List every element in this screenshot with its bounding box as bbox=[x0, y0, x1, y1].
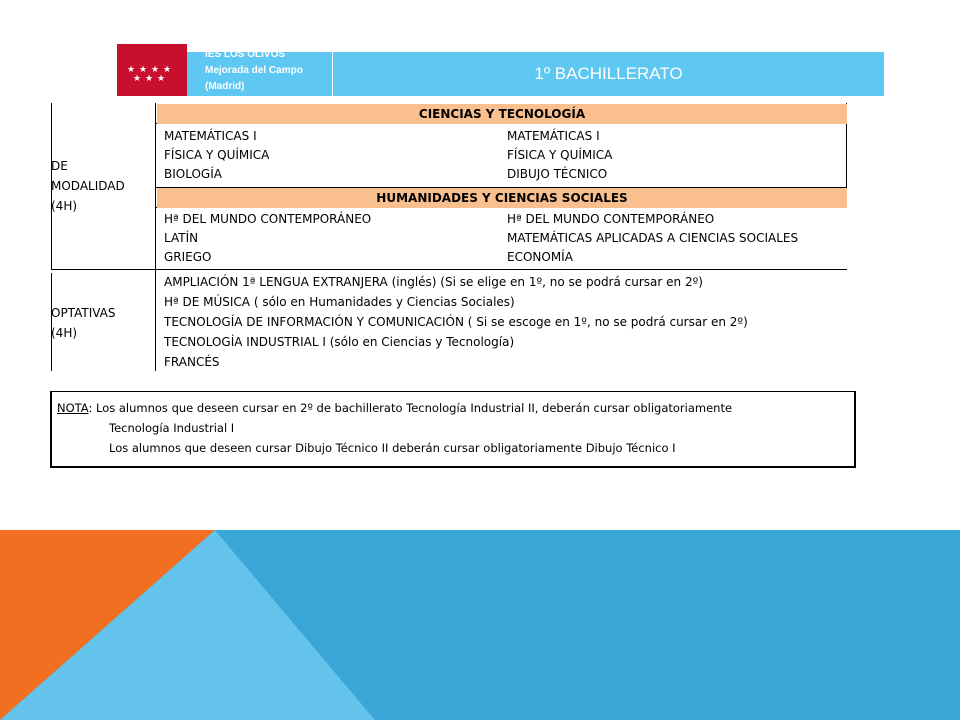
optativas-label bbox=[51, 303, 116, 343]
modalidad-line-3: (4H) bbox=[51, 199, 78, 213]
optativa-item: Hª DE MÚSICA ( sólo en Humanidades y Ciencias Sociales) bbox=[164, 295, 515, 309]
svg-text:★: ★ bbox=[133, 74, 143, 84]
school-line-3: (Madrid) bbox=[205, 81, 245, 92]
svg-text:★: ★ bbox=[163, 65, 173, 75]
optativas-line-2: (4H) bbox=[51, 326, 78, 340]
madrid-flag-logo bbox=[117, 52, 187, 96]
note-line-3: Los alumnos que deseen cursar Dibujo Técnico II deberán cursar obligatoriamente Dibujo Técnico I bbox=[109, 441, 676, 455]
subjects-table bbox=[51, 103, 847, 371]
note-line-1 bbox=[57, 398, 732, 418]
svg-text:★: ★ bbox=[157, 74, 167, 84]
flag-top-extension bbox=[117, 44, 187, 54]
band-humanidades: HUMANIDADES Y CIENCIAS SOCIALES bbox=[157, 188, 847, 208]
optativa-item: AMPLIACIÓN 1ª LENGUA EXTRANJERA (inglés) (Si se elige en 1º, no se podrá cursar en 2º) bbox=[164, 275, 703, 289]
optativa-item: TECNOLOGÍA INDUSTRIAL I (sólo en Ciencias y Tecnología) bbox=[164, 335, 515, 349]
note-box bbox=[50, 391, 856, 468]
ciencias-col1-item: MATEMÁTICAS I bbox=[164, 129, 257, 143]
humanidades-col2-item: MATEMÁTICAS APLICADAS A CIENCIAS SOCIALES bbox=[507, 231, 799, 245]
ciencias-col2-item: DIBUJO TÉCNICO bbox=[507, 167, 608, 181]
humanidades-col1 bbox=[164, 210, 371, 267]
note-line-2: Tecnología Industrial I bbox=[109, 421, 235, 435]
humanidades-col1-item: Hª DEL MUNDO CONTEMPORÁNEO bbox=[164, 212, 372, 226]
modalidad-line-2: MODALIDAD bbox=[51, 179, 125, 193]
optativa-item: FRANCÉS bbox=[164, 355, 220, 369]
header-left-spacer bbox=[95, 52, 117, 96]
school-line-2: Mejorada del Campo bbox=[205, 65, 303, 76]
school-name-block bbox=[194, 49, 333, 96]
ciencias-col1 bbox=[164, 127, 269, 184]
note-text bbox=[57, 398, 732, 458]
band-ciencias: CIENCIAS Y TECNOLOGÍA bbox=[157, 104, 847, 124]
table-section-divider bbox=[51, 269, 847, 270]
svg-text:★: ★ bbox=[139, 65, 149, 75]
ciencias-col2-item: MATEMÁTICAS I bbox=[507, 129, 600, 143]
school-line-1: IES LOS OLIVOS bbox=[205, 49, 286, 60]
svg-text:★: ★ bbox=[127, 65, 137, 75]
modalidad-line-1: DE bbox=[51, 159, 68, 173]
header-bar bbox=[95, 49, 884, 96]
note-label: NOTA bbox=[57, 401, 89, 415]
page-title: 1º BACHILLERATO bbox=[534, 64, 683, 83]
humanidades-col1-item: LATÍN bbox=[164, 231, 199, 245]
flag-stars-icon bbox=[117, 64, 187, 85]
modalidad-label bbox=[51, 156, 125, 216]
humanidades-col2-item: ECONOMÍA bbox=[507, 250, 573, 264]
decorative-background-shapes bbox=[0, 530, 960, 720]
ciencias-col1-item: BIOLOGÍA bbox=[164, 167, 222, 181]
humanidades-col2 bbox=[507, 210, 798, 267]
note-line-1-text: : Los alumnos que deseen cursar en 2º de bachillerato Tecnología Industrial II, deberán cursar obligatoriamente bbox=[88, 401, 733, 415]
optativa-item: TECNOLOGÍA DE INFORMACIÓN Y COMUNICACIÓN ( Si se escoge en 1º, no se podrá cursar en 2º) bbox=[164, 315, 748, 329]
optativas-list bbox=[164, 272, 748, 372]
ciencias-col2 bbox=[507, 127, 612, 184]
humanidades-col2-item: Hª DEL MUNDO CONTEMPORÁNEO bbox=[507, 212, 715, 226]
ciencias-col2-item: FÍSICA Y QUÍMICA bbox=[507, 148, 613, 162]
ciencias-col1-item: FÍSICA Y QUÍMICA bbox=[164, 148, 270, 162]
optativas-line-1: OPTATIVAS bbox=[51, 306, 116, 320]
svg-text:★: ★ bbox=[145, 74, 155, 84]
humanidades-col1-item: GRIEGO bbox=[164, 250, 212, 264]
svg-text:★: ★ bbox=[151, 65, 161, 75]
table-inner-divider bbox=[155, 103, 156, 371]
